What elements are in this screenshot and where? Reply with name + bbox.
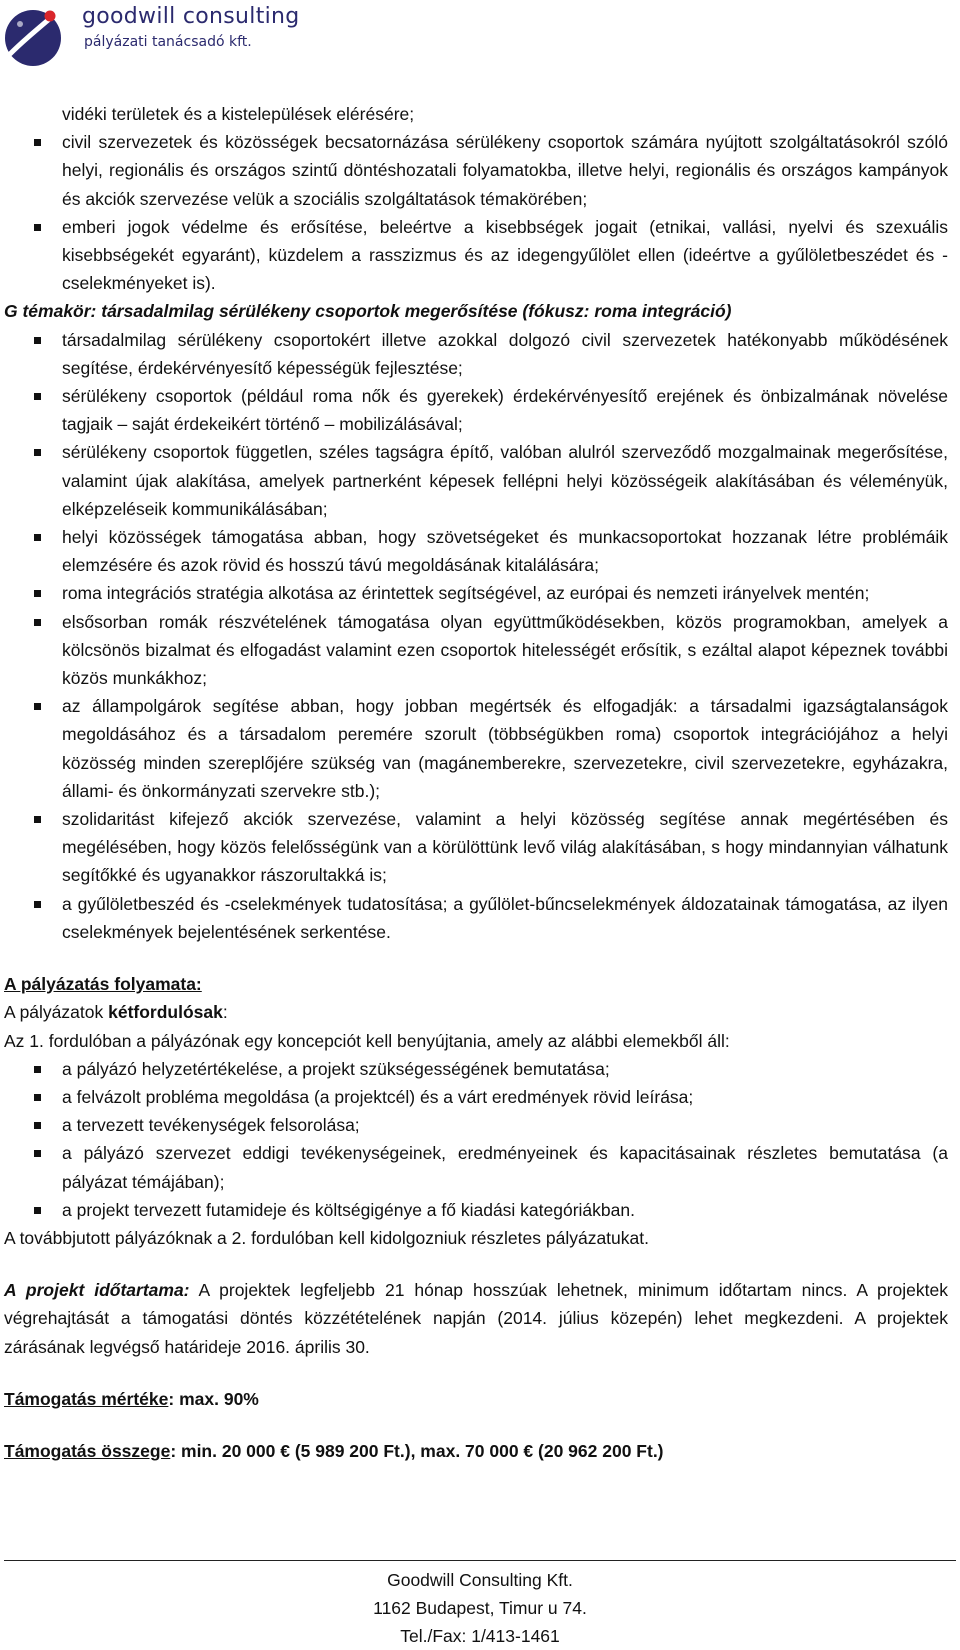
list-item <box>4 213 948 298</box>
spacer <box>4 1252 948 1276</box>
support-rate-label: Támogatás mértéke <box>4 1388 169 1409</box>
list-item-text: helyi közösségek támogatása abban, hogy szövetségeket és munkacsoportokat hozzanak létre problémáik elemzésére és azok rövid és hosszú távú megoldásának kitalálására; <box>62 527 948 576</box>
footer-phone: Tel./Fax: 1/413-1461 <box>400 1626 560 1646</box>
round1-list <box>4 1055 948 1224</box>
two-round-bold: kétfordulósak <box>108 1002 223 1023</box>
list-item <box>4 1139 948 1195</box>
list-item <box>4 890 948 946</box>
list-item-text: a pályázó szervezet eddigi tevékenységeinek, eredményeinek és kapacitásainak részletes bemutatása (a pályázat témájában); <box>62 1143 948 1192</box>
list-item <box>4 326 948 382</box>
list-item <box>4 438 948 523</box>
spacer <box>4 1361 948 1385</box>
list-item-text: roma integrációs stratégia alkotása az érintettek segítségével, az európai és nemzeti irányelvek mentén; <box>62 583 870 604</box>
support-rate-line <box>4 1385 948 1413</box>
list-item <box>4 523 948 579</box>
list-item-text: a felvázolt probléma megoldása (a projektcél) és a várt eredmények rövid leírása; <box>62 1086 694 1107</box>
section-g-list <box>4 326 948 946</box>
list-item <box>4 805 948 890</box>
duration-paragraph <box>4 1276 948 1361</box>
list-item <box>4 1111 948 1139</box>
list-item-text: szolidaritást kifejező akciók szervezése, valamint a helyi közösség segítése annak megértésében és megélésében, hogy közös felelősségünk van a körülöttünk levő világ alakításában, s hogy mindannyian válhatunk segítőkké és ugyanakkor rászorultakká is; <box>62 809 948 886</box>
list-item-text: elsősorban romák részvételének támogatása olyan együttműködésekben, közös programokban, amelyek a kölcsönös bizalmat és elfogadást valamint ezen csoportok hitelességét erősítik, s ezáltal alapot képeznek további közös munkákhoz; <box>62 611 948 689</box>
logo-tagline: pályázati tanácsadó kft. <box>84 34 252 50</box>
logo-mark-icon <box>4 2 66 68</box>
footer-company: Goodwill Consulting Kft. <box>387 1570 573 1590</box>
logo-brand-text: goodwill consulting <box>82 4 300 29</box>
list-item-text: civil szervezetek és közösségek becsatornázása sérülékeny csoportok számára nyújtott szolgáltatásokról szóló helyi, regionális és országos szintű döntéshozatali folyamatokba, illetve helyi, regionális és országos kampányok és akciók szervezése velük a szociális szolgáltatások témakörében; <box>62 132 948 209</box>
footer-divider <box>4 1560 956 1561</box>
list-item-text: vidéki területek és a kistelepülések elérésére; <box>62 104 415 124</box>
list-item-text: a pályázó helyzetértékelése, a projekt szükségességének bemutatása; <box>62 1058 610 1079</box>
list-item-continued <box>4 100 948 128</box>
two-round-prefix: A pályázatok <box>4 1002 109 1023</box>
round2-text: A továbbjutott pályázóknak a 2. fordulóban kell kidolgozniuk részletes pályázatukat. <box>4 1227 649 1248</box>
list-item-text: társadalmilag sérülékeny csoportokért illetve azokkal dolgozó civil szervezetek hatékonyabb működésének segítése, érdekérvényesítő képességük fejlesztése; <box>62 329 948 378</box>
two-round-suffix: : <box>222 1002 228 1023</box>
list-item-text: sérülékeny csoportok (például roma nők és gyerekek) érdekérvényesítő erejének és önbizalmának növelése tagjaik – saját érdekeikért történő – mobilizálásával; <box>62 386 948 435</box>
list-item-text: a projekt tervezett futamideje és költségigénye a fő kiadási kategóriákban. <box>62 1199 635 1220</box>
list-item <box>4 1055 948 1083</box>
support-amount-label: Támogatás összege <box>4 1440 171 1461</box>
support-rate-value: : max. 90% <box>168 1388 259 1409</box>
support-amount-value: : min. 20 000 € (5 989 200 Ft.), max. 70 000 € (20 962 200 Ft.) <box>170 1440 664 1461</box>
list-item-text: sérülékeny csoportok független, széles tagságra építő, valóban alulról szerveződő mozgalmainak megerősítése, valamint újak alakítása, amelyek partnerként képesek fellépni helyi közösségeik alakításában és véleményük, elképzeléseik kommunikálásában; <box>62 442 948 519</box>
list-item <box>4 1196 948 1224</box>
list-item-text: emberi jogok védelme és erősítése, beleértve a kisebbségek jogait (etnikai, vallási, nyelvi és szexuális kisebbségekét egyaránt), küzdelem a rasszizmus és az idegengyűlölet ellen (ideértve a gyűlöletbeszédet és -cselekményeket is). <box>62 216 948 294</box>
company-logo <box>4 2 304 72</box>
list-item-text: az állampolgárok segítése abban, hogy jobban megértsék és elfogadják: a társadalmi igazságtalanságok megoldásához és a társadalom peremére szorult (többségükben roma) csoportok integrációjához a helyi közösség minden szereplőjére szükség van (magánemberekre, szervezetekre, civil szervezetekre, egyházakra, állami- és önkormányzati szervekre stb.); <box>62 696 948 801</box>
spacer <box>4 1413 948 1437</box>
page-footer <box>0 1566 960 1650</box>
list-item <box>4 692 948 805</box>
list-item <box>4 128 948 213</box>
list-item <box>4 382 948 438</box>
support-amount-line <box>4 1437 948 1465</box>
document-body <box>4 100 948 1465</box>
list-item <box>4 608 948 693</box>
round1-intro: Az 1. fordulóban a pályázónak egy koncepciót kell benyújtania, amely az alábbi elemekből áll: <box>4 1030 730 1051</box>
duration-text: A projektek legfeljebb 21 hónap hosszúak lehetnek, minimum időtartam nincs. A projektek végrehajtását a támogatási döntés közzétételének napján (2014. július közepén) lehet megkezdeni. A projektek zárásának legvégső határideje 2016. április 30. <box>4 1280 948 1357</box>
section-g-title: G témakör: társadalmilag sérülékeny csoportok megerősítése (fókusz: roma integráció) <box>4 301 732 322</box>
list-item-text: a tervezett tevékenységek felsorolása; <box>62 1115 360 1136</box>
intro-list <box>4 100 948 297</box>
list-item <box>4 1083 948 1111</box>
list-item <box>4 579 948 607</box>
process-heading: A pályázatás folyamata: <box>4 974 202 995</box>
footer-address: 1162 Budapest, Timur u 74. <box>373 1598 587 1618</box>
two-round-line <box>4 998 948 1026</box>
duration-label: A projekt időtartama: <box>4 1280 190 1301</box>
spacer <box>4 946 948 970</box>
list-item-text: a gyűlöletbeszéd és -cselekmények tudatosítása; a gyűlölet-bűncselekmények áldozatainak támogatása, az ilyen cselekmények bejelentésének serkentése. <box>62 893 948 942</box>
